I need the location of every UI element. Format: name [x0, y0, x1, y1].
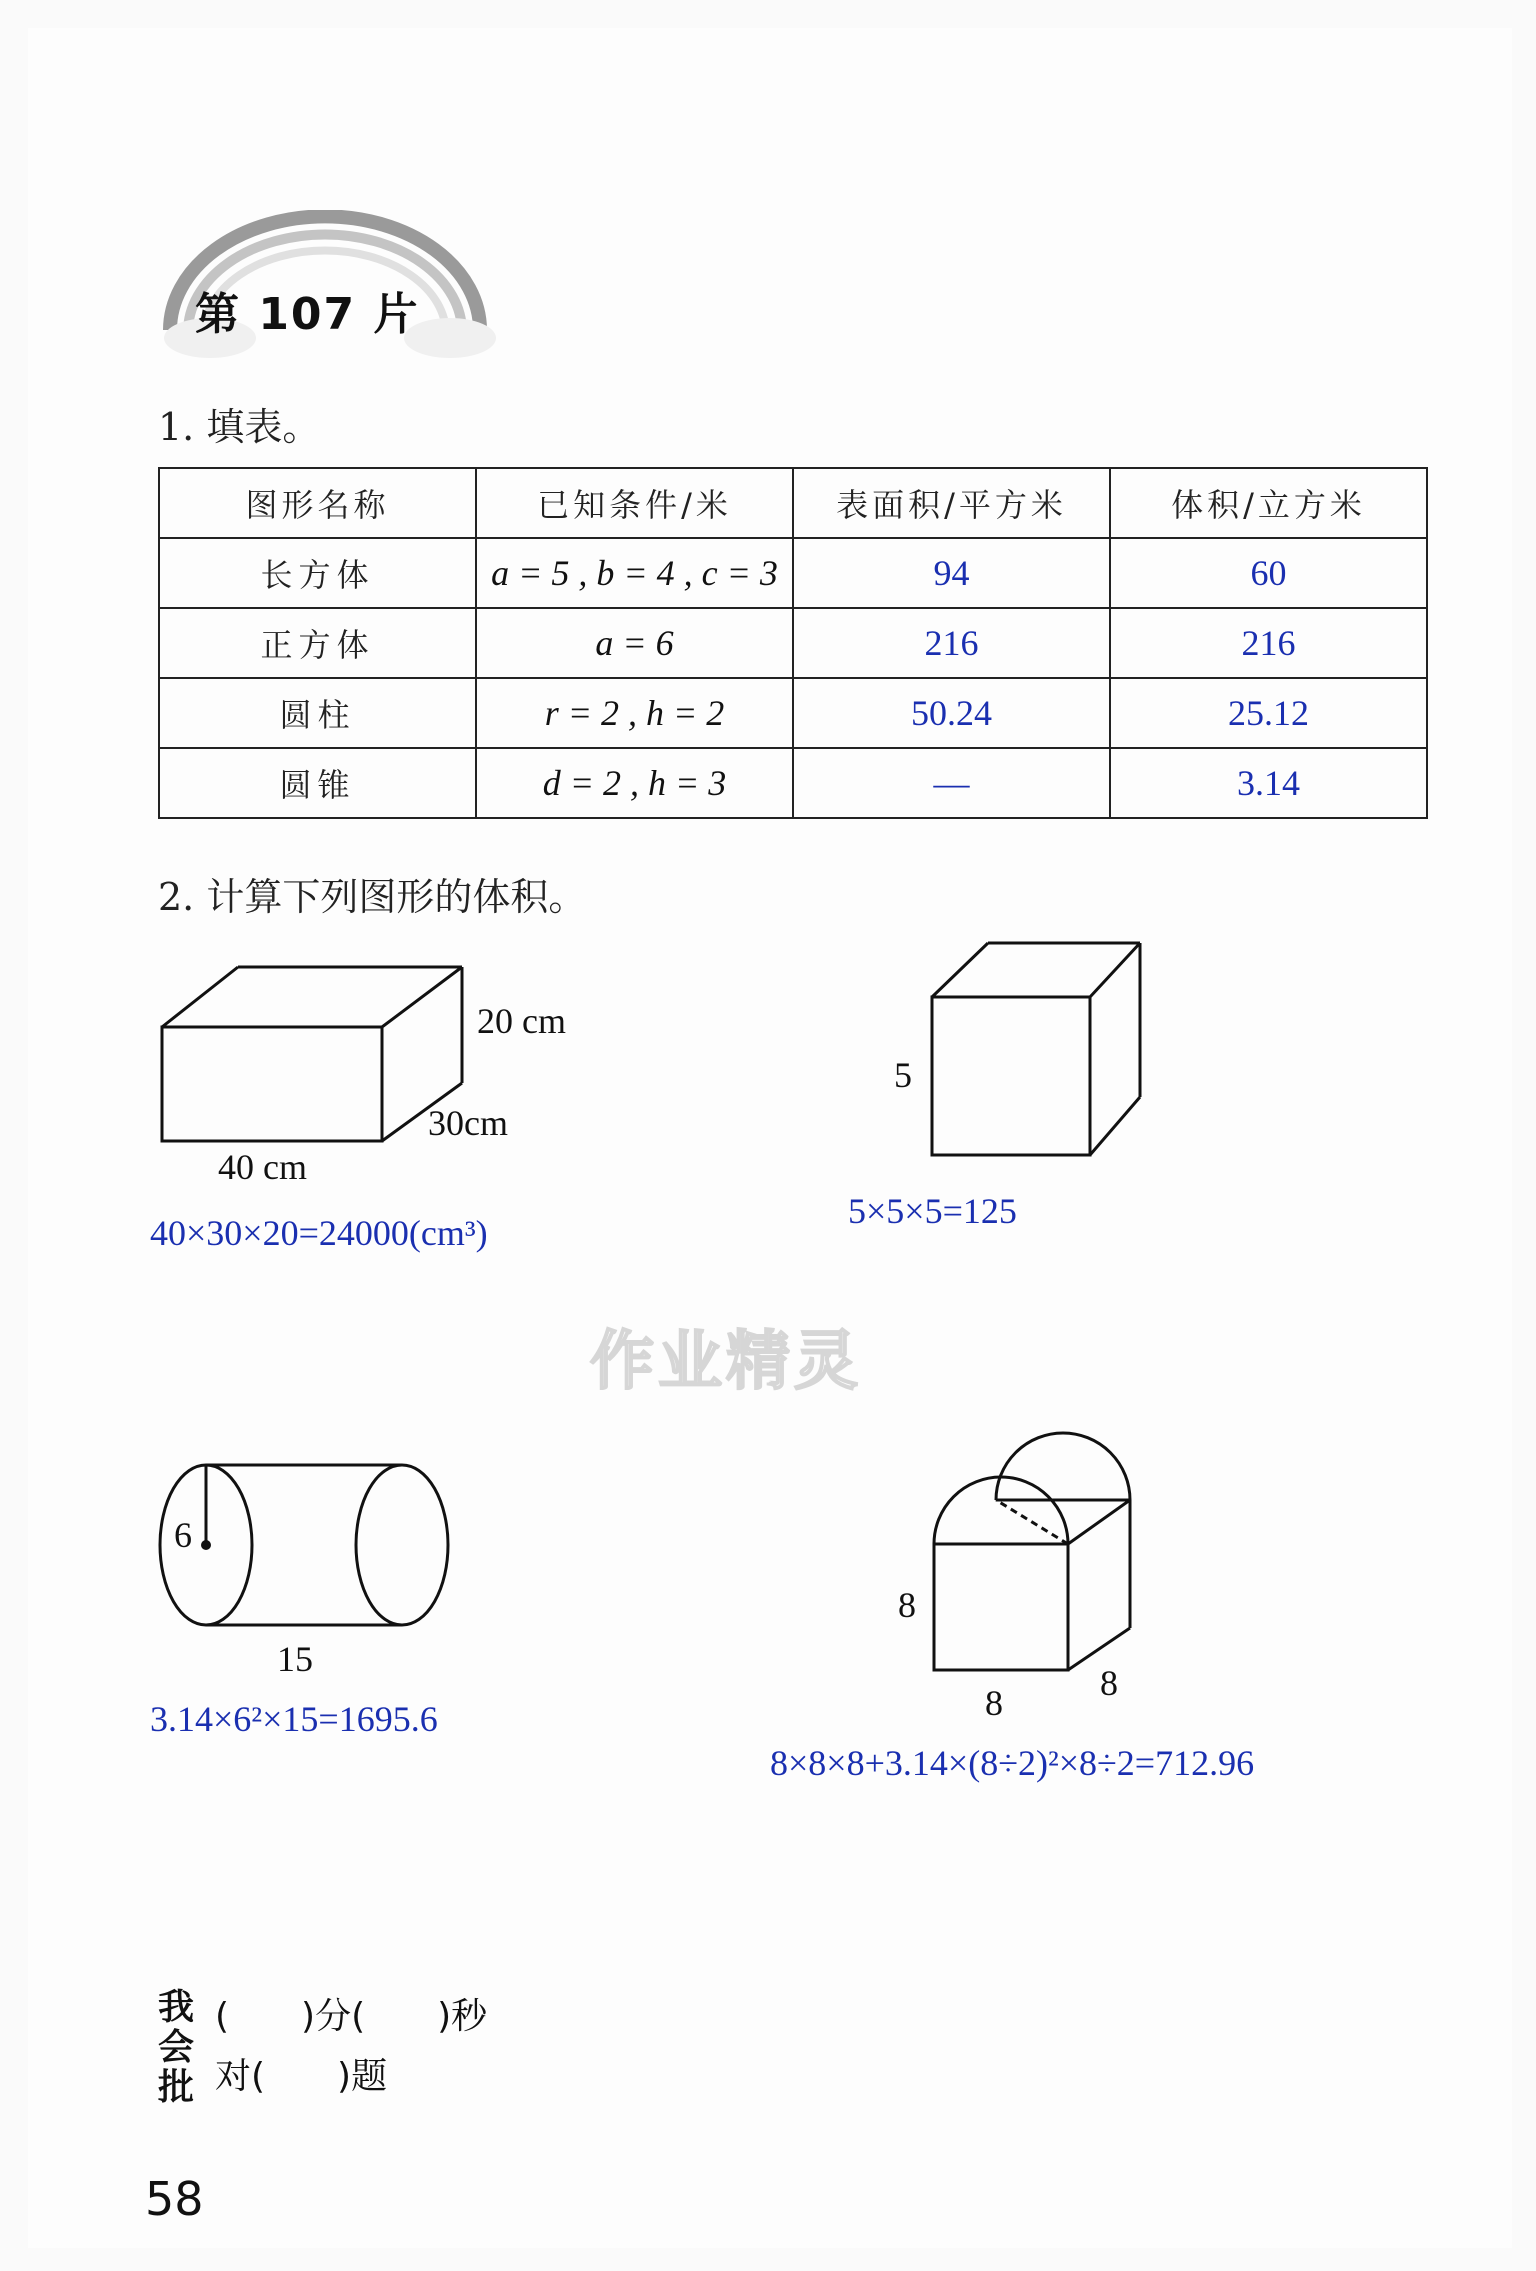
- page-number: 58: [145, 2172, 204, 2226]
- volume-answer: 216: [1110, 608, 1427, 678]
- cube-edge-label: 5: [894, 1055, 912, 1095]
- correct-count-blank[interactable]: 对( )题: [215, 2056, 388, 2097]
- surface-area-answer: 50.24: [793, 678, 1110, 748]
- table-header-cell: 已知条件/米: [476, 468, 793, 538]
- table-row: [159, 608, 1427, 678]
- cylinder-length-label: 15: [277, 1639, 313, 1679]
- condition-cell: r = 2 , h = 2: [476, 678, 793, 748]
- watermark: 作业精灵: [590, 1325, 862, 1399]
- surface-area-answer: —: [793, 748, 1110, 818]
- surface-area-answer: 216: [793, 608, 1110, 678]
- shape-name: 圆锥: [159, 748, 476, 818]
- cube-figure: [922, 935, 1146, 1167]
- volume-answer: 3.14: [1110, 748, 1427, 818]
- table-header-cell: 图形名称: [159, 468, 476, 538]
- table-header-cell: 表面积/平方米: [793, 468, 1110, 538]
- cylinder-answer: 3.14×6²×15=1695.6: [150, 1699, 438, 1739]
- cylinder-radius-label: 6: [174, 1515, 192, 1555]
- grading-char: 批: [158, 2067, 195, 2108]
- question-1-title: 1. 填表。: [158, 405, 321, 449]
- grading-char: 我: [158, 1987, 195, 2028]
- condition-cell: d = 2 , h = 3: [476, 748, 793, 818]
- fill-table: [158, 467, 1428, 819]
- composite-depth-label: 8: [1100, 1663, 1118, 1703]
- composite-width-label: 8: [985, 1683, 1003, 1723]
- grading-label: [158, 1988, 198, 2108]
- surface-area-answer: 94: [793, 538, 1110, 608]
- composite-answer: 8×8×8+3.14×(8÷2)²×8÷2=712.96: [770, 1743, 1255, 1783]
- condition-cell: a = 5 , b = 4 , c = 3: [476, 538, 793, 608]
- table-header-row: [159, 468, 1427, 538]
- table-row: [159, 678, 1427, 748]
- composite-height-label: 8: [898, 1585, 916, 1625]
- cuboid-answer: 40×30×20=24000(cm³): [150, 1213, 488, 1253]
- shape-name: 长方体: [159, 538, 476, 608]
- condition-cell: a = 6: [476, 608, 793, 678]
- shape-name: 正方体: [159, 608, 476, 678]
- table-row: [159, 538, 1427, 608]
- time-blank[interactable]: ( )分( )秒: [215, 1996, 488, 2037]
- volume-answer: 25.12: [1110, 678, 1427, 748]
- page-title: 第 107 片: [195, 289, 420, 340]
- composite-figure: [922, 1420, 1142, 1676]
- cuboid-depth-label: 30cm: [428, 1103, 508, 1143]
- cube-answer: 5×5×5=125: [848, 1191, 1017, 1231]
- volume-answer: 60: [1110, 538, 1427, 608]
- cylinder-figure: [150, 1455, 460, 1635]
- shape-name: 圆柱: [159, 678, 476, 748]
- cuboid-length-label: 40 cm: [218, 1147, 307, 1187]
- table-row: [159, 748, 1427, 818]
- cuboid-height-label: 20 cm: [477, 1001, 566, 1041]
- question-2-title: 2. 计算下列图形的体积。: [158, 875, 587, 919]
- table-header-cell: 体积/立方米: [1110, 468, 1427, 538]
- grading-char: 会: [158, 2027, 195, 2068]
